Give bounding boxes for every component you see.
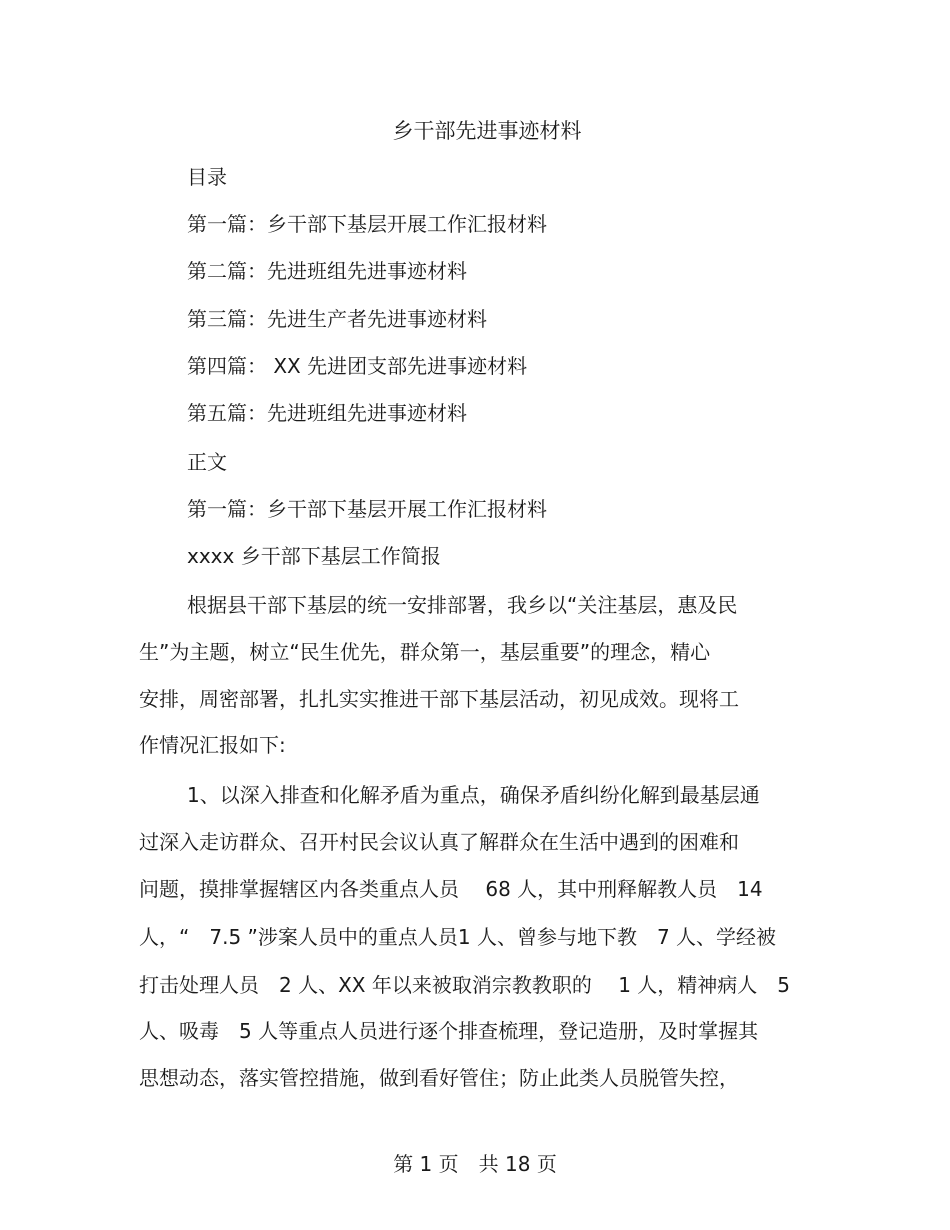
- paragraph-line: 人，“ 7.5 ”涉案人员中的重点人员1 人、曾参与地下教 7 人、学经被: [139, 925, 777, 949]
- paragraph-line: 根据县干部下基层的统一安排部署，我乡以“关注基层，惠及民: [187, 593, 738, 617]
- page-current: 1: [419, 1152, 433, 1176]
- toc-item: 第五篇：先进班组先进事迹材料: [187, 401, 467, 425]
- document-title: 乡干部先进事迹材料: [392, 119, 582, 143]
- toc-item: 第三篇：先进生产者先进事迹材料: [187, 307, 487, 331]
- toc-heading: 目录: [187, 165, 227, 189]
- page-label-prefix: 第: [393, 1152, 414, 1176]
- page-label-mid: 页 共: [438, 1152, 499, 1176]
- page-footer: [0, 1150, 950, 1178]
- paragraph-line: 过深入走访群众、召开村民会议认真了解群众在生活中遇到的困难和: [139, 830, 739, 854]
- paragraph-line: 作情况汇报如下:: [139, 733, 286, 757]
- paragraph-line: 人、吸毒 5 人等重点人员进行逐个排查梳理，登记造册，及时掌握其: [139, 1019, 759, 1043]
- page-total: 18: [505, 1152, 531, 1176]
- toc-item: 第二篇：先进班组先进事迹材料: [187, 259, 467, 283]
- paragraph-line: 思想动态，落实管控措施，做到看好管住；防止此类人员脱管失控，: [139, 1066, 739, 1090]
- toc-item: 第四篇： XX 先进团支部先进事迹材料: [187, 354, 528, 378]
- paragraph-line: 问题，摸排掌握辖区内各类重点人员 68 人，其中刑释解教人员 14: [139, 877, 763, 901]
- toc-item: 第一篇：乡干部下基层开展工作汇报材料: [187, 212, 547, 236]
- body-heading: 正文: [187, 450, 227, 474]
- paragraph-line: 生”为主题，树立“民生优先，群众第一，基层重要”的理念，精心: [139, 640, 711, 664]
- paragraph-line: 打击处理人员 2 人、XX 年以来被取消宗教教职的 1 人，精神病人 5: [139, 973, 791, 997]
- report-title: xxxx 乡干部下基层工作简报: [187, 544, 441, 568]
- chapter-title: 第一篇：乡干部下基层开展工作汇报材料: [187, 497, 547, 521]
- page-label-suffix: 页: [536, 1152, 557, 1176]
- paragraph-line: 1、以深入排查和化解矛盾为重点，确保矛盾纠纷化解到最基层通: [187, 783, 760, 807]
- paragraph-line: 安排，周密部署，扎扎实实推进干部下基层活动，初见成效。现将工: [139, 687, 739, 711]
